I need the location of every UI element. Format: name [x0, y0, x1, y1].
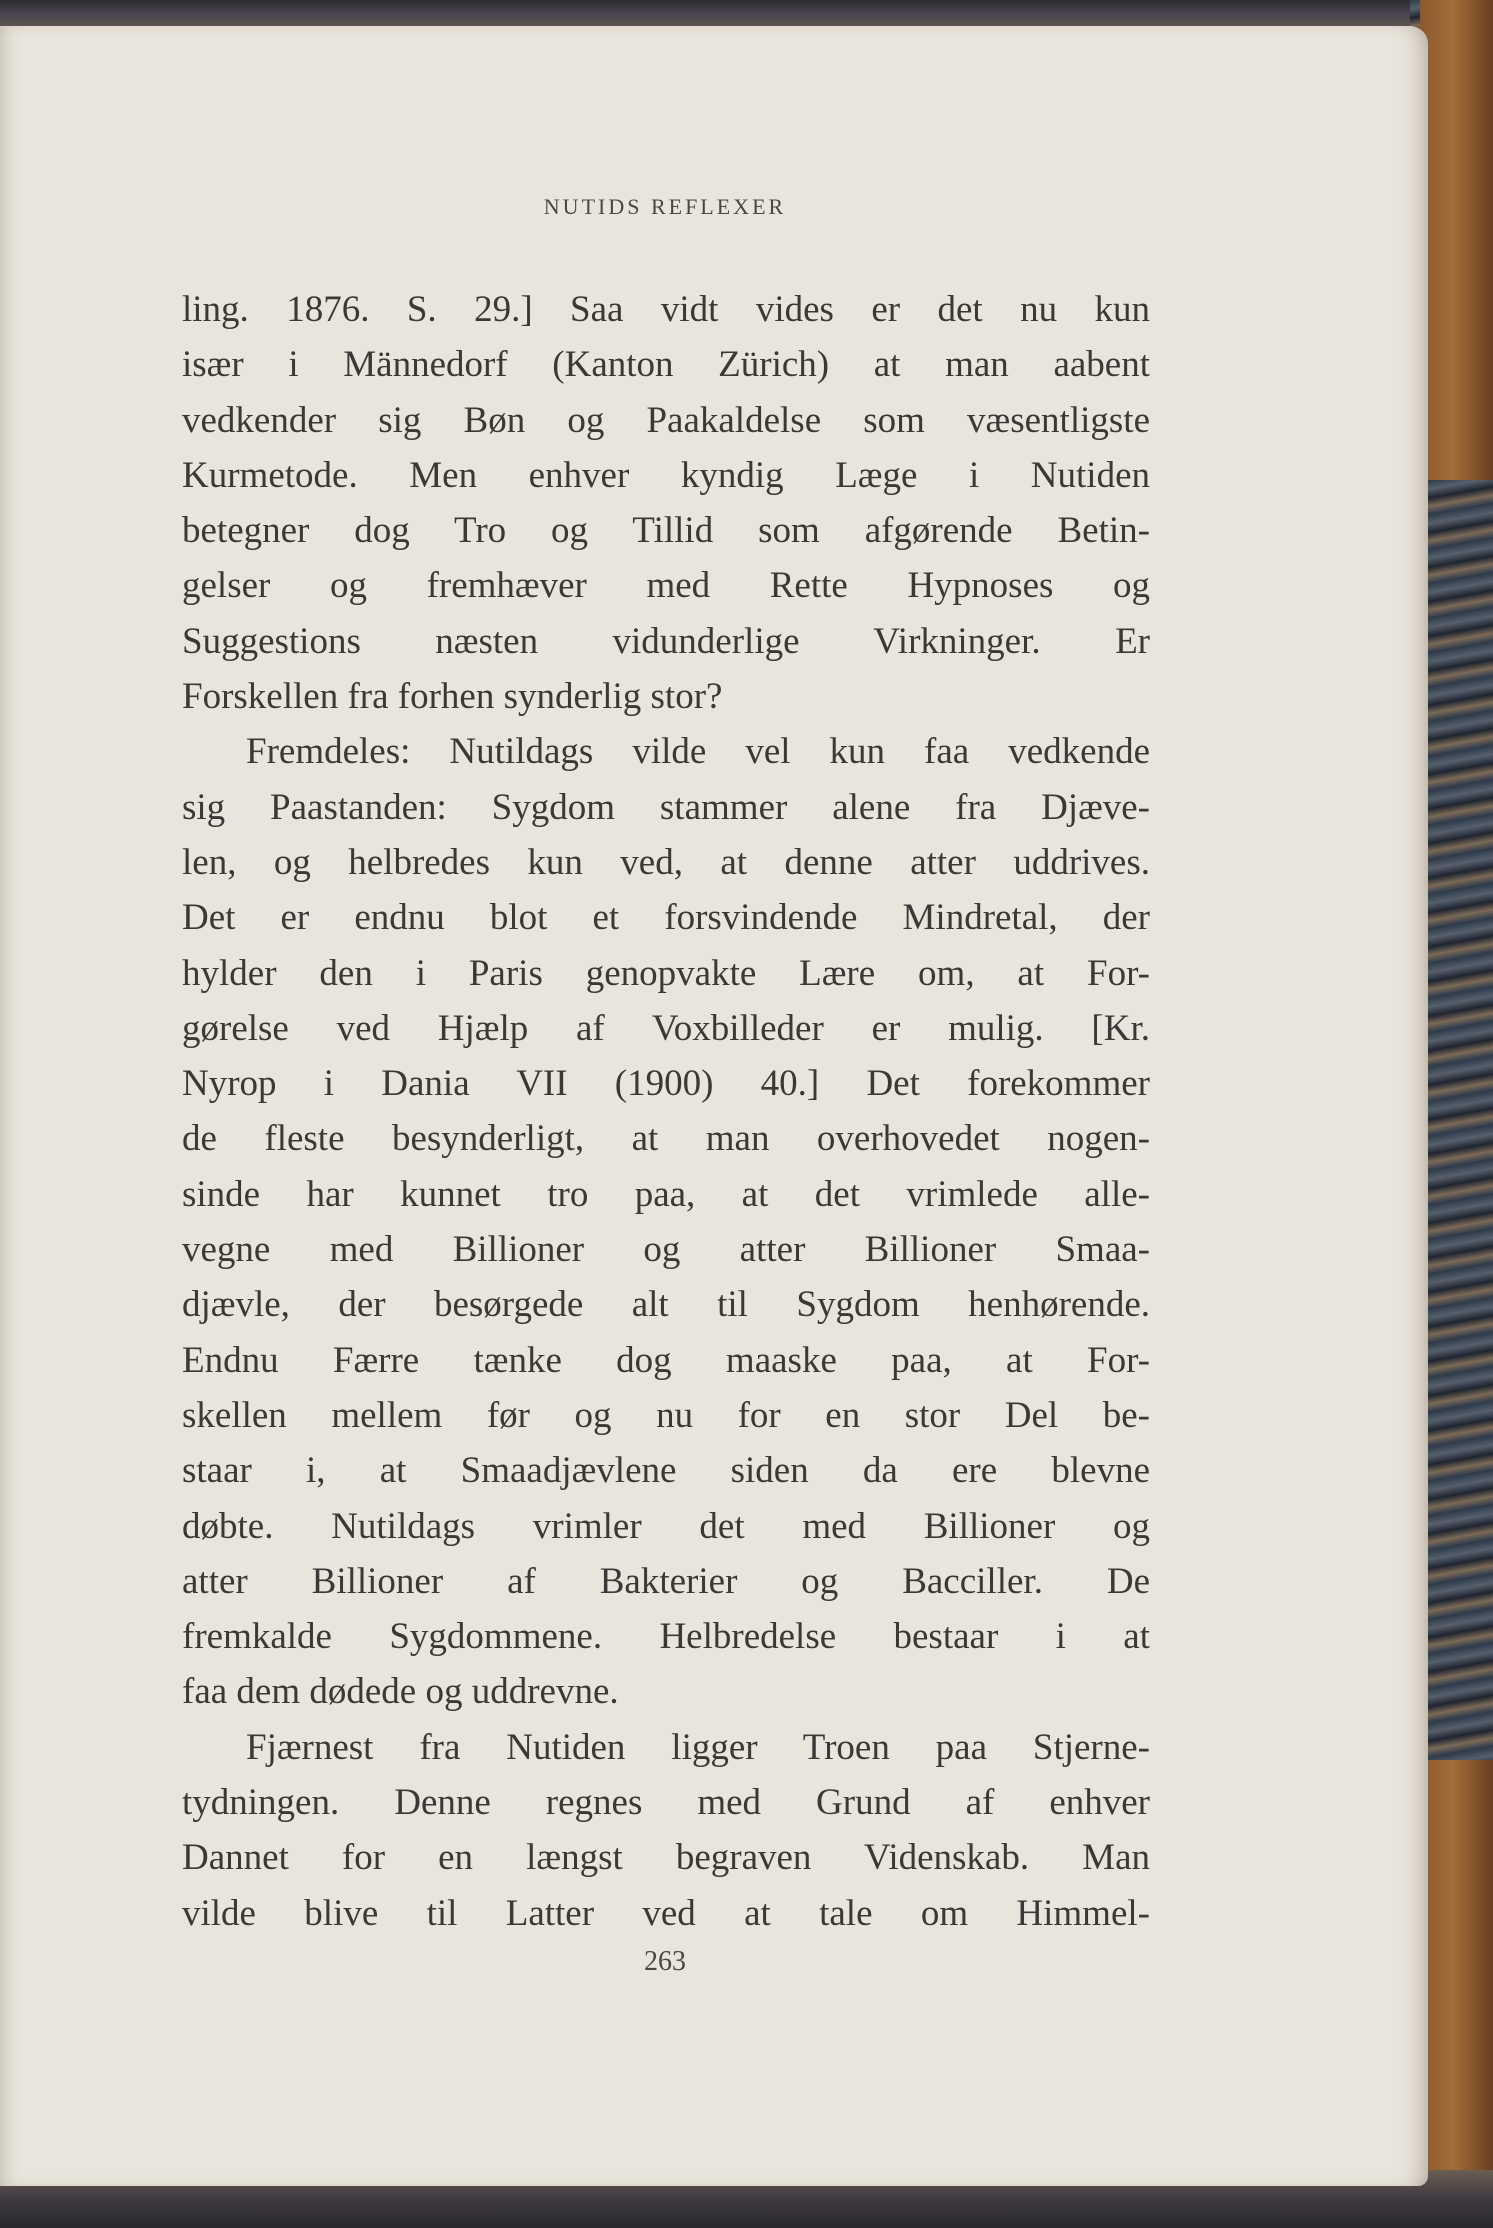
text-line: len, og helbredes kun ved, at denne atter uddrives. [182, 841, 1150, 883]
body-text [182, 282, 1150, 1941]
text-line: især i Männedorf (Kanton Zürich) at man aabent [182, 344, 1150, 386]
page-number: 263 [644, 1946, 686, 1977]
text-line: sig Paastanden: Sygdom stammer alene fra Djæve- [182, 786, 1150, 828]
text-line: sinde har kunnet tro paa, at det vrimlede alle- [182, 1173, 1150, 1215]
book-page [0, 26, 1428, 2186]
text-line: tydningen. Denne regnes med Grund af enhver [182, 1782, 1150, 1824]
text-line: Dannet for en længst begraven Videnskab. Man [182, 1837, 1150, 1879]
text-line: Kurmetode. Men enhver kyndig Læge i Nutiden [182, 454, 1150, 496]
text-line: Endnu Færre tænke dog maaske paa, at For- [182, 1339, 1150, 1381]
leather-corner-top [1420, 0, 1493, 480]
text-line: fremkalde Sygdommene. Helbredelse bestaar i at [182, 1616, 1150, 1658]
text-line: vegne med Billioner og atter Billioner Smaa- [182, 1229, 1150, 1271]
text-line: djævle, der besørgede alt til Sygdom henhørende. [182, 1284, 1150, 1326]
text-line: staar i, at Smaadjævlene siden da ere blevne [182, 1450, 1150, 1492]
text-line: vedkender sig Bøn og Paakaldelse som væsentligste [182, 399, 1150, 441]
text-line: døbte. Nutildags vrimler det med Billioner og [182, 1505, 1150, 1547]
text-line: hylder den i Paris genopvakte Lære om, at For- [182, 952, 1150, 994]
text-line: de fleste besynderligt, at man overhovedet nogen- [182, 1118, 1150, 1160]
text-line: vilde blive til Latter ved at tale om Himmel- [182, 1892, 1150, 1934]
text-line: faa dem dødede og uddrevne. [182, 1671, 619, 1713]
text-line: Det er endnu blot et forsvindende Mindretal, der [182, 897, 1150, 939]
text-line: gørelse ved Hjælp af Voxbilleder er mulig. [Kr. [182, 1007, 1150, 1049]
text-line: Nyrop i Dania VII (1900) 40.] Det forekommer [182, 1063, 1150, 1105]
text-line: skellen mellem før og nu for en stor Del be- [182, 1394, 1150, 1436]
text-line: Forskellen fra forhen synderlig stor? [182, 676, 723, 718]
leather-corner-bottom [1420, 1760, 1493, 2228]
text-line: Fremdeles: Nutildags vilde vel kun faa vedkende [246, 731, 1150, 773]
text-line: betegner dog Tro og Tillid som afgørende Betin- [182, 510, 1150, 552]
text-line: Suggestions næsten vidunderlige Virkninger. Er [182, 620, 1150, 662]
text-line: ling. 1876. S. 29.] Saa vidt vides er det nu kun [182, 289, 1150, 330]
text-line: atter Billioner af Bakterier og Bacciller. De [182, 1560, 1150, 1602]
text-line: gelser og fremhæver med Rette Hypnoses og [182, 565, 1150, 607]
running-head: NUTIDS REFLEXER [543, 194, 787, 219]
text-line: Fjærnest fra Nutiden ligger Troen paa Stjerne- [246, 1726, 1150, 1768]
